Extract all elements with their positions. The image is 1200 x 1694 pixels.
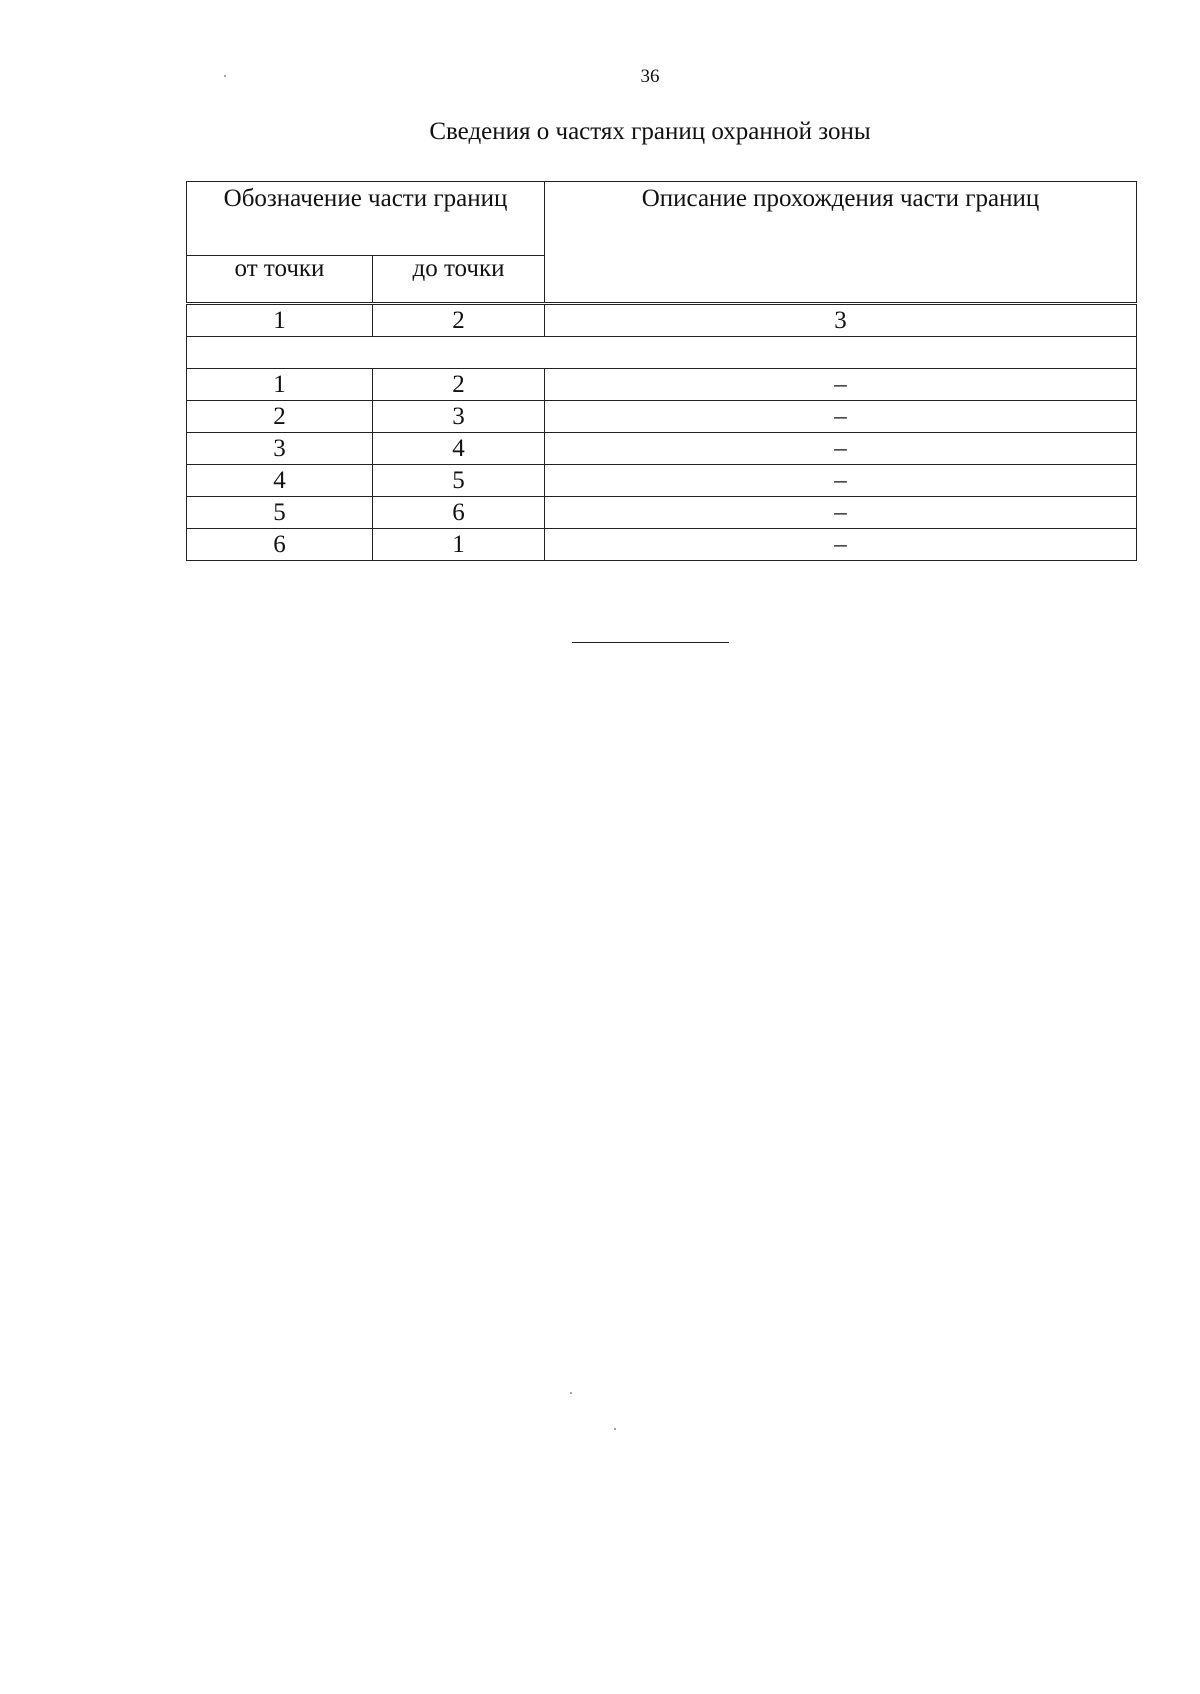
column-number-3: 3 (545, 304, 1137, 337)
table-row (187, 369, 1137, 401)
row-to-point: 5 (373, 465, 545, 497)
page-number: 36 (640, 66, 660, 87)
empty-section-cell (187, 337, 1137, 369)
row-description: – (545, 369, 1137, 401)
row-from-point: 6 (187, 529, 373, 561)
end-of-document-rule (572, 642, 729, 643)
row-description: – (545, 401, 1137, 433)
table-header-row (187, 182, 1137, 256)
header-boundary-part-designation: Обозначение части границ (187, 182, 545, 256)
empty-section-row (187, 337, 1137, 369)
row-to-point: 6 (373, 497, 545, 529)
row-description: – (545, 497, 1137, 529)
column-number-row (187, 304, 1137, 337)
row-to-point: 2 (373, 369, 545, 401)
scan-speck (224, 75, 226, 77)
header-boundary-description: Описание прохождения части границ (545, 182, 1137, 304)
row-description: – (545, 465, 1137, 497)
row-from-point: 3 (187, 433, 373, 465)
page-title: Сведения о частях границ охранной зоны (429, 118, 871, 145)
scan-speck (614, 1428, 616, 1430)
column-number-1: 1 (187, 304, 373, 337)
row-from-point: 2 (187, 401, 373, 433)
column-number-2: 2 (373, 304, 545, 337)
table-row (187, 433, 1137, 465)
table-row (187, 497, 1137, 529)
row-description: – (545, 529, 1137, 561)
boundary-parts-table (186, 181, 1137, 561)
header-from-point: от точки (187, 256, 373, 304)
table-row (187, 529, 1137, 561)
row-from-point: 5 (187, 497, 373, 529)
scan-speck (570, 1392, 572, 1394)
row-to-point: 4 (373, 433, 545, 465)
row-to-point: 1 (373, 529, 545, 561)
table-row (187, 465, 1137, 497)
row-from-point: 4 (187, 465, 373, 497)
table-row (187, 401, 1137, 433)
row-from-point: 1 (187, 369, 373, 401)
header-to-point: до точки (373, 256, 545, 304)
row-description: – (545, 433, 1137, 465)
row-to-point: 3 (373, 401, 545, 433)
